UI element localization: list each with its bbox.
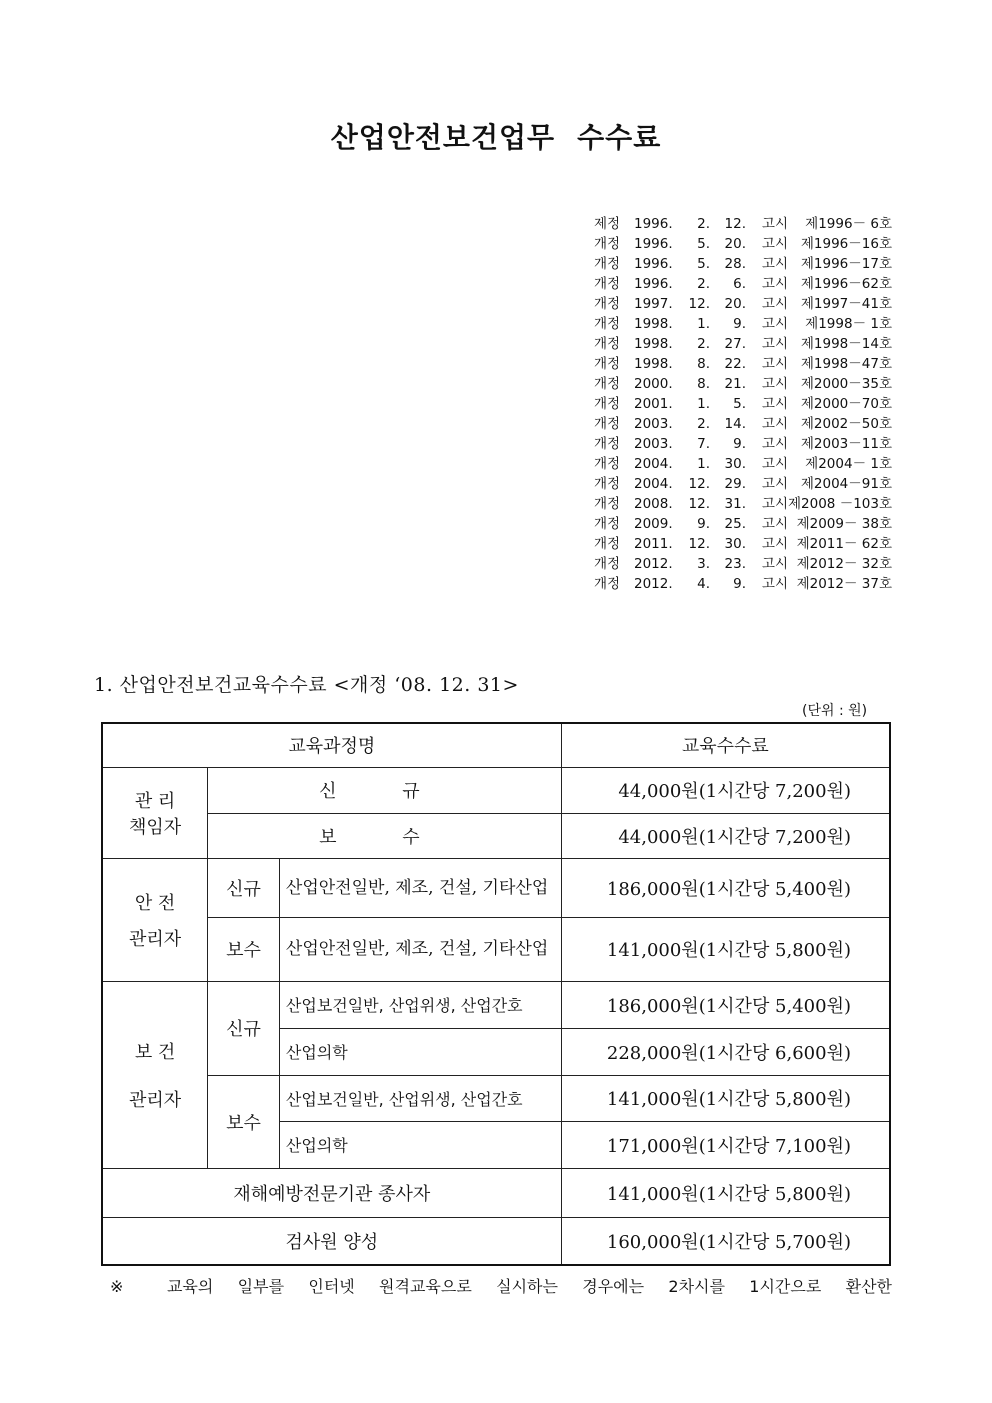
course-disaster: 재해예방전문기관 종사자	[102, 1168, 561, 1217]
history-month: 12.	[688, 476, 710, 492]
history-gosi: 고시	[761, 556, 788, 572]
history-row	[594, 374, 892, 394]
history-day: 21.	[724, 376, 746, 392]
history-gosi: 고시	[761, 496, 788, 512]
history-gosi: 고시	[761, 216, 788, 232]
group-label-manager	[102, 767, 208, 858]
group-label-line: 관리자	[128, 928, 182, 950]
history-no: 제1996－16호	[800, 236, 892, 252]
group-label-line: 관 리	[134, 790, 176, 812]
history-month: 12.	[688, 296, 710, 312]
history-gosi: 고시	[761, 336, 788, 352]
history-year: 2012.	[634, 556, 673, 572]
history-day: 31.	[724, 496, 746, 512]
history-type: 개정	[594, 356, 621, 372]
history-gosi: 고시	[761, 416, 788, 432]
group-label-safety	[102, 858, 208, 981]
history-month: 1.	[697, 316, 710, 332]
history-month: 4.	[697, 576, 710, 592]
history-row	[594, 574, 892, 594]
history-year: 2003.	[634, 416, 673, 432]
history-day: 25.	[724, 516, 746, 532]
history-day: 30.	[724, 536, 746, 552]
history-type: 개정	[594, 336, 621, 352]
history-year: 1998.	[634, 336, 673, 352]
subgroup-renew: 보수	[208, 1075, 280, 1168]
history-row	[594, 294, 892, 314]
course-cell: 산업의학	[279, 1028, 561, 1075]
course-inspector: 검사원 양성	[102, 1217, 561, 1265]
header-course: 교육과정명	[102, 723, 561, 767]
history-row	[594, 274, 892, 294]
history-year: 1997.	[634, 296, 673, 312]
section-heading: 1. 산업안전보건교육수수료 <개정 ‘08. 12. 31>	[94, 674, 519, 696]
subgroup-renew: 보수	[208, 917, 280, 981]
history-day: 30.	[724, 456, 746, 472]
history-month: 5.	[697, 256, 710, 272]
history-gosi: 고시	[761, 296, 788, 312]
history-day: 9.	[733, 316, 746, 332]
history-no: 제2002－50호	[800, 416, 892, 432]
history-day: 22.	[724, 356, 746, 372]
history-gosi: 고시	[761, 476, 788, 492]
table-row	[102, 917, 890, 981]
history-gosi: 고시	[761, 436, 788, 452]
history-year: 2009.	[634, 516, 673, 532]
history-day: 23.	[724, 556, 746, 572]
fee-cell: 44,000원(1시간당 7,200원)	[561, 813, 890, 858]
group-label-line: 책임자	[128, 816, 182, 838]
history-no: 제1996－ 6호	[805, 216, 892, 232]
history-row	[594, 494, 892, 514]
page-title	[0, 116, 992, 156]
history-row	[594, 454, 892, 474]
table-row	[102, 767, 890, 813]
group-label-line: 관리자	[128, 1089, 182, 1111]
history-type: 개정	[594, 496, 621, 512]
fee-cell: 171,000원(1시간당 7,100원)	[561, 1121, 890, 1168]
history-type: 개정	[594, 316, 621, 332]
group-label-line: 보 건	[134, 1041, 176, 1063]
revision-history	[594, 214, 892, 594]
history-no: 제1996－62호	[800, 276, 892, 292]
footnote: ※ 교육의 일부를 인터넷 원격교육으로 실시하는 경우에는 2차시를 1시간으로 환산한	[110, 1277, 892, 1296]
history-year: 2003.	[634, 436, 673, 452]
history-day: 9.	[733, 576, 746, 592]
history-type: 개정	[594, 376, 621, 392]
history-year: 2011.	[634, 536, 673, 552]
subgroup-new: 신규	[208, 858, 280, 917]
course-new: 신 규	[208, 767, 562, 813]
history-day: 9.	[733, 436, 746, 452]
history-year: 1998.	[634, 316, 673, 332]
group-label-health	[102, 981, 208, 1168]
history-row	[594, 234, 892, 254]
history-year: 2001.	[634, 396, 673, 412]
history-no: 제1998－47호	[800, 356, 892, 372]
history-gosi: 고시	[761, 396, 788, 412]
history-gosi: 고시	[761, 516, 788, 532]
history-gosi: 고시	[761, 256, 788, 272]
history-row	[594, 254, 892, 274]
history-year: 2008.	[634, 496, 673, 512]
history-month: 8.	[697, 356, 710, 372]
history-no: 제1998－14호	[800, 336, 892, 352]
history-month: 12.	[688, 536, 710, 552]
history-month: 5.	[697, 236, 710, 252]
history-no: 제2009－ 38호	[796, 516, 892, 532]
fee-cell: 160,000원(1시간당 5,700원)	[561, 1217, 890, 1265]
history-no: 제2004－ 1호	[805, 456, 892, 472]
history-year: 1996.	[634, 256, 673, 272]
history-day: 14.	[724, 416, 746, 432]
course-renew: 보 수	[208, 813, 562, 858]
fee-cell: 44,000원(1시간당 7,200원)	[561, 767, 890, 813]
history-no: 제2012－ 37호	[796, 576, 892, 592]
history-day: 28.	[724, 256, 746, 272]
history-year: 1998.	[634, 356, 673, 372]
history-month: 8.	[697, 376, 710, 392]
course-cell: 산업보건일반, 산업위생, 산업간호	[279, 981, 561, 1028]
history-type: 개정	[594, 476, 621, 492]
history-year: 1996.	[634, 216, 673, 232]
history-row	[594, 314, 892, 334]
fee-cell: 141,000원(1시간당 5,800원)	[561, 917, 890, 981]
history-day: 5.	[733, 396, 746, 412]
course-cell: 산업안전일반, 제조, 건설, 기타산업	[279, 858, 561, 917]
history-no: 제1996－17호	[800, 256, 892, 272]
group-label-line: 안 전	[134, 892, 176, 914]
history-gosi: 고시	[761, 316, 788, 332]
fee-cell: 228,000원(1시간당 6,600원)	[561, 1028, 890, 1075]
history-day: 29.	[724, 476, 746, 492]
history-type: 개정	[594, 436, 621, 452]
history-type: 개정	[594, 516, 621, 532]
history-type: 개정	[594, 256, 621, 272]
history-no: 제2008 －103호	[788, 496, 892, 512]
history-type: 제정	[594, 216, 621, 232]
history-gosi: 고시	[761, 456, 788, 472]
history-gosi: 고시	[761, 356, 788, 372]
history-row	[594, 394, 892, 414]
title-part2: 수수료	[577, 121, 662, 154]
history-day: 27.	[724, 336, 746, 352]
history-type: 개정	[594, 296, 621, 312]
history-row	[594, 534, 892, 554]
history-month: 2.	[697, 336, 710, 352]
history-no: 제2003－11호	[800, 436, 892, 452]
history-year: 2000.	[634, 376, 673, 392]
history-month: 2.	[697, 416, 710, 432]
history-month: 7.	[697, 436, 710, 452]
history-gosi: 고시	[761, 276, 788, 292]
history-no: 제1997－41호	[800, 296, 892, 312]
history-row	[594, 554, 892, 574]
history-row	[594, 354, 892, 374]
fee-cell: 141,000원(1시간당 5,800원)	[561, 1168, 890, 1217]
history-type: 개정	[594, 576, 621, 592]
history-year: 2004.	[634, 456, 673, 472]
history-year: 2012.	[634, 576, 673, 592]
history-gosi: 고시	[761, 376, 788, 392]
unit-label: (단위 : 원)	[802, 703, 868, 719]
header-fee: 교육수수료	[561, 723, 890, 767]
history-row	[594, 334, 892, 354]
history-month: 12.	[688, 496, 710, 512]
history-no: 제2011－ 62호	[796, 536, 892, 552]
table-row	[102, 813, 890, 858]
fee-cell: 141,000원(1시간당 5,800원)	[561, 1075, 890, 1121]
table-row	[102, 981, 890, 1028]
history-no: 제2000－35호	[800, 376, 892, 392]
table-row	[102, 858, 890, 917]
history-gosi: 고시	[761, 536, 788, 552]
history-year: 1996.	[634, 276, 673, 292]
table-row	[102, 1217, 890, 1265]
history-row	[594, 414, 892, 434]
course-cell: 산업보건일반, 산업위생, 산업간호	[279, 1075, 561, 1121]
history-type: 개정	[594, 456, 621, 472]
subgroup-new: 신규	[208, 981, 280, 1075]
history-type: 개정	[594, 536, 621, 552]
history-day: 12.	[724, 216, 746, 232]
table-row	[102, 1075, 890, 1121]
table-header-row	[102, 723, 890, 767]
history-type: 개정	[594, 396, 621, 412]
history-row	[594, 474, 892, 494]
history-month: 2.	[697, 276, 710, 292]
history-type: 개정	[594, 416, 621, 432]
history-no: 제2012－ 32호	[796, 556, 892, 572]
history-year: 1996.	[634, 236, 673, 252]
history-type: 개정	[594, 236, 621, 252]
fee-cell: 186,000원(1시간당 5,400원)	[561, 858, 890, 917]
history-no: 제1998－ 1호	[805, 316, 892, 332]
history-row	[594, 434, 892, 454]
course-cell: 산업의학	[279, 1121, 561, 1168]
fee-table	[101, 722, 891, 1266]
history-day: 20.	[724, 296, 746, 312]
history-month: 9.	[697, 516, 710, 532]
history-month: 3.	[697, 556, 710, 572]
history-gosi: 고시	[761, 576, 788, 592]
history-row	[594, 514, 892, 534]
history-type: 개정	[594, 276, 621, 292]
history-year: 2004.	[634, 476, 673, 492]
history-gosi: 고시	[761, 236, 788, 252]
history-month: 1.	[697, 456, 710, 472]
course-cell: 산업안전일반, 제조, 건설, 기타산업	[279, 917, 561, 981]
history-no: 제2004－91호	[800, 476, 892, 492]
title-part1: 산업안전보건업무	[330, 121, 556, 154]
history-day: 20.	[724, 236, 746, 252]
history-month: 2.	[697, 216, 710, 232]
history-month: 1.	[697, 396, 710, 412]
history-type: 개정	[594, 556, 621, 572]
table-row	[102, 1168, 890, 1217]
history-day: 6.	[733, 276, 746, 292]
history-no: 제2000－70호	[800, 396, 892, 412]
fee-cell: 186,000원(1시간당 5,400원)	[561, 981, 890, 1028]
history-row	[594, 214, 892, 234]
